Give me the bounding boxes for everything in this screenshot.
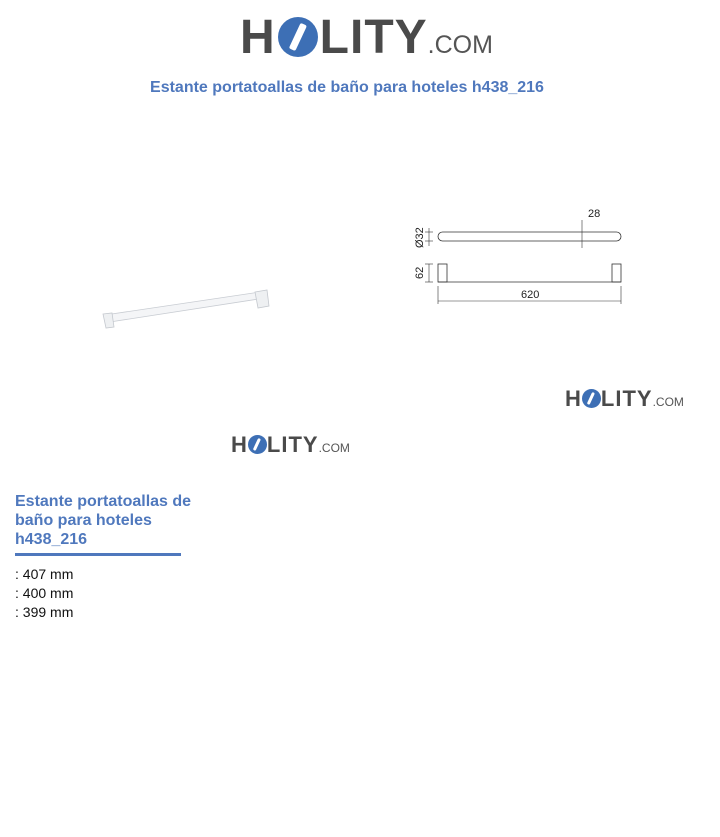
logo-text-lity: LITY bbox=[266, 432, 319, 457]
dimension-length: 620 bbox=[521, 289, 540, 301]
logo-domain: .COM bbox=[427, 31, 493, 59]
title-divider bbox=[15, 553, 181, 556]
logo-o-icon bbox=[248, 435, 267, 454]
dimension-row: : 399 mm bbox=[15, 604, 74, 620]
dimension-height: 62 bbox=[414, 266, 426, 279]
logo-text-h: H bbox=[565, 386, 582, 411]
logo-o-icon bbox=[278, 17, 318, 57]
dimension-depth: 28 bbox=[588, 208, 601, 220]
logo-text-lity: LITY bbox=[319, 11, 428, 64]
logo-text-h: H bbox=[240, 11, 276, 64]
page-title: Estante portatoallas de baño para hoteles h438_216 bbox=[150, 79, 544, 96]
logo-text-h: H bbox=[231, 432, 248, 457]
logo-text-lity: LITY bbox=[600, 386, 653, 411]
dimensions-list bbox=[15, 565, 73, 622]
dimension-diameter: Ø32 bbox=[414, 227, 426, 248]
holity-logo[interactable] bbox=[240, 10, 493, 65]
logo-domain: .COM bbox=[318, 441, 350, 455]
holity-logo-watermark bbox=[231, 432, 350, 458]
logo-domain: .COM bbox=[652, 395, 684, 409]
product-title: Estante portatoallas de baño para hoteles h438_216 bbox=[15, 493, 192, 548]
logo-o-icon bbox=[582, 389, 601, 408]
dimension-row: : 400 mm bbox=[15, 585, 74, 601]
dimension-row: : 407 mm bbox=[15, 566, 74, 582]
technical-drawing bbox=[405, 200, 635, 310]
holity-logo-watermark bbox=[565, 386, 684, 412]
product-image bbox=[95, 280, 275, 340]
